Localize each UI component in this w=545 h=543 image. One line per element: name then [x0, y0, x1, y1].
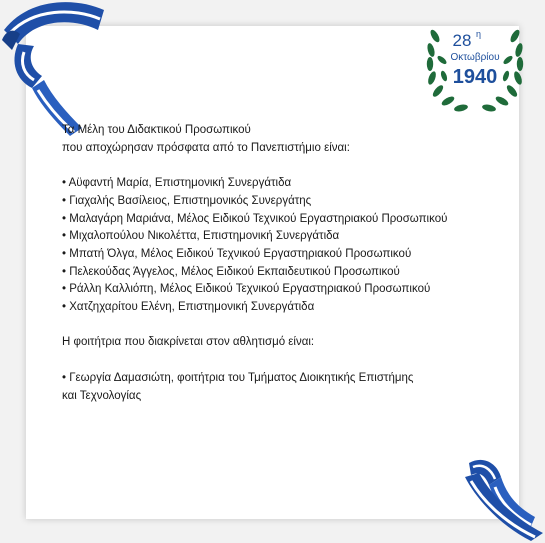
list-item: • Αϋφαντή Μαρία, Επιστημονική Συνεργάτιδα	[62, 175, 522, 193]
athlete-line-2: και Τεχνολογίας	[62, 389, 142, 402]
list-item: • Γιαχαλής Βασίλειος, Επιστημονικός Συνεργάτης	[62, 193, 522, 211]
greek-flag-ribbon-bottom-right	[435, 433, 545, 543]
announcement-text	[62, 122, 522, 405]
greek-flag-ribbon-top-left	[0, 0, 110, 140]
intro-line-1: Τα Μέλη του Διδακτικού Προσωπικού	[62, 124, 251, 136]
members-list	[62, 175, 522, 317]
intro-line-2: που αποχώρησαν πρόσφατα από το Πανεπιστήμιο είναι:	[62, 141, 350, 154]
athlete-line-1: • Γεωργία Δαμασιώτη, φοιτήτρια του Τμήματος Διοικητικής Επιστήμης	[62, 371, 414, 384]
badge-year: 1940	[452, 66, 498, 88]
anniversary-laurel-badge	[420, 6, 530, 126]
athlete-intro: Η φοιτήτρια που διακρίνεται στον αθλητισμό είναι:	[62, 336, 315, 349]
list-item: • Μαλαγάρη Μαριάνα, Μέλος Ειδικού Τεχνικού Εργαστηριακού Προσωπικού	[62, 211, 522, 229]
list-item: • Μπατή Όλγα, Μέλος Ειδικού Τεχνικού Εργαστηριακού Προσωπικού	[62, 246, 522, 264]
badge-day-suffix: η	[476, 29, 482, 39]
list-item: • Μιχαλοπούλου Νικολέττα, Επιστημονική Συνεργάτιδα	[62, 228, 522, 246]
list-item: • Πελεκούδας Άγγελος, Μέλος Ειδικού Εκπαιδευτικού Προσωπικού	[62, 264, 522, 282]
list-item: • Χατζηχαρίτου Ελένη, Επιστημονική Συνεργάτιδα	[62, 299, 522, 317]
badge-month: Οκτωβρίου	[450, 52, 500, 63]
badge-day: 28	[452, 31, 472, 50]
list-item: • Ράλλη Καλλιόπη, Μέλος Ειδικού Τεχνικού Εργαστηριακού Προσωπικού	[62, 281, 522, 299]
